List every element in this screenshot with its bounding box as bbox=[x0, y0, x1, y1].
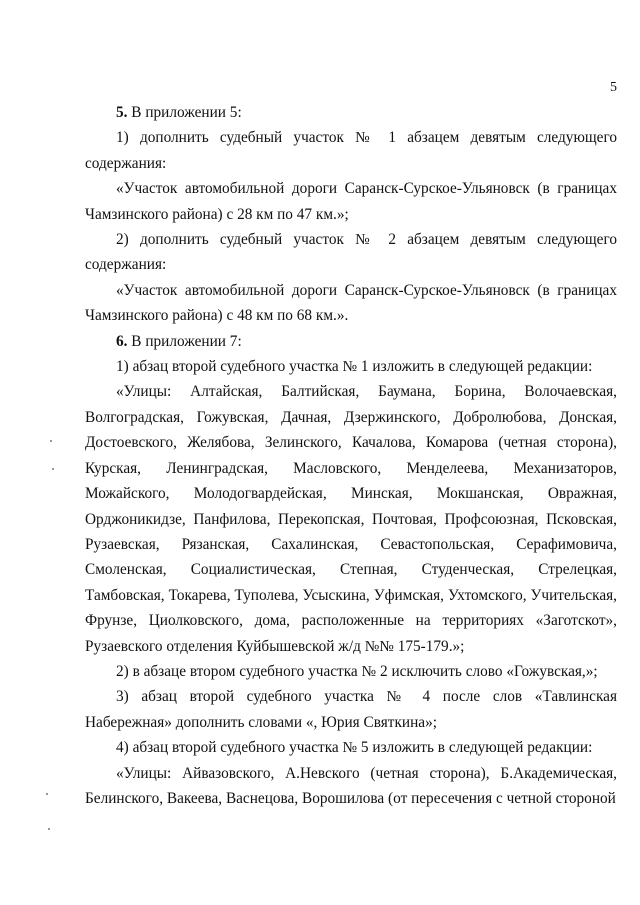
s6-item-3: 3) абзац второй судебного участка № 4 после слов «Тавлинская Набережная» дополнить словами «, Юрия Святкина»; bbox=[85, 688, 617, 731]
scan-speck bbox=[50, 440, 52, 442]
s5-item-2: 2) дополнить судебный участок № 2 абзацем девятым следующего содержания: bbox=[85, 231, 617, 274]
scan-speck bbox=[46, 793, 48, 795]
section-5-heading bbox=[85, 100, 617, 125]
s6-quote-4: «Улицы: Айвазовского, А.Невского (четная сторона), Б.Академическая, Белинского, Вакеева, Васнецова, Ворошилова (от пересечения с четной стороной bbox=[85, 764, 617, 807]
s5-quote-1: «Участок автомобильной дороги Саранск-Сурское-Ульяновск (в границах Чамзинского района) с 28 км по 47 км.»; bbox=[85, 180, 617, 223]
section-6-title: В приложении 7: bbox=[127, 332, 242, 350]
scan-speck bbox=[52, 468, 54, 470]
s6-quote-1: «Улицы: Алтайская, Балтийская, Баумана, Борина, Волочаевская, Волгоградская, Гожувская, Дачная, Дзержинского, Добролюбова, Донская, Достоевского, Желябова, Зелинского, Качалова, Комарова (четная сторона), Курская, Ленинградская, Масловского, Менделеева, Механизаторов, Можайского, Молодогвардейская, Минская, Мокшанская, Овражная, Орджоникидзе, Панфилова, Перекопская, Почтовая, Профсоюзная, Псковская, Рузаевская, Рязанская, Сахалинская, Севастопольская, Серафимовича, Смоленская, Социалистическая, Степная, Студенческая, Стрелецкая, Тамбовская, Токарева, Туполева, Усыскина, Уфимская, Ухтомского, Учительская, Фрунзе, Циолковского, дома, расположенные на территориях «Заготскот», Рузаевского отделения Куйбышевской ж/д №№ 175-179.»; bbox=[85, 383, 617, 655]
s5-item-1: 1) дополнить судебный участок № 1 абзацем девятым следующего содержания: bbox=[85, 129, 617, 172]
s6-item-1: 1) абзац второй судебного участка № 1 изложить в следующей редакции: bbox=[116, 358, 593, 376]
page-number: 5 bbox=[610, 80, 617, 95]
s6-item-2: 2) в абзаце втором судебного участка № 2 исключить слово «Гожувская,»; bbox=[116, 662, 598, 680]
section-5-title: В приложении 5: bbox=[127, 104, 242, 121]
s6-item-4: 4) абзац второй судебного участка № 5 изложить в следующей редакции: bbox=[116, 739, 593, 757]
s5-quote-2: «Участок автомобильной дороги Саранск-Сурское-Ульяновск (в границах Чамзинского района) с 48 км по 68 км.». bbox=[85, 281, 617, 325]
section-5-number: 5. bbox=[116, 104, 128, 121]
section-6-number: 6. bbox=[116, 332, 128, 350]
scan-speck bbox=[48, 828, 50, 830]
section-6-heading bbox=[85, 329, 617, 354]
document-body bbox=[85, 100, 617, 811]
